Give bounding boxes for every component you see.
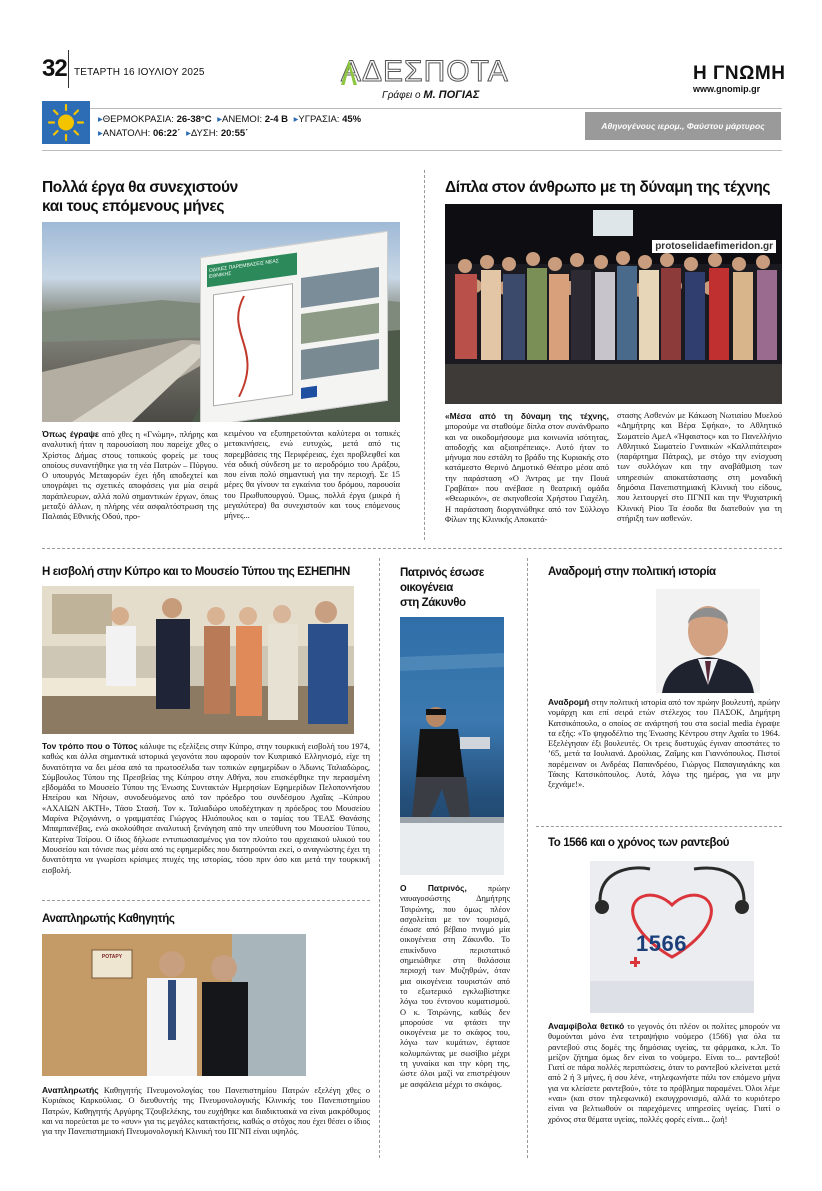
section-title-text: ΑΔΕΣΠΟΤΑ bbox=[341, 55, 509, 88]
page-number: 32 bbox=[42, 55, 67, 82]
byline bbox=[382, 89, 479, 101]
article1-lead: Όπως έγραψε bbox=[42, 429, 99, 439]
article2-col1 bbox=[445, 411, 609, 525]
article7-text: το γεγονός ότι πλέον οι πολίτες μπορούν να θυμούνται μόνο ένα τετραψήφιο νούμερο (1566) για όλα τα ραντεβού στις δομές της δημόσιας υγείας, τα φάρμακα, κ.λπ. Το μείζον ζήτημα όμως δεν είναι το νούμερο. Είναι το... ραντεβού! Γιατί σε πάρα πολλές περιπτώσεις, όταν το ραντεβού κλείνεται μετά από 2 ή 3 μήνες, ή σου λένε, «τηλεφωνήστε πάλι τον επόμενο μήνα για να κλείσετε ραντεβού», τότε το πρόβλημα παραμένει. Όλοι λέμε «ναι» (και στον τηλεφωνικό) εκσυγχρονισμό, αλλά το κυριότερο είναι να βελτιωθούν οι παρεχόμενες υπηρεσίες υγείας. Γιατί ο χρόνος στα θέματα υγείας, πολλές φορές είναι... ζωή! bbox=[548, 1022, 780, 1124]
article6-title: Αναδρομή στην πολιτική ιστορία bbox=[548, 566, 716, 578]
page-date: ΤΕΤΑΡΤΗ 16 ΙΟΥΛΙΟΥ 2025 bbox=[74, 67, 205, 78]
article2-title: Δίπλα στον άνθρωπο με τη δύναμη της τέχνης bbox=[445, 179, 771, 196]
eu-flag-icon bbox=[301, 386, 317, 399]
article4-title: Αναπληρωτής Καθηγητής bbox=[42, 913, 175, 925]
group-photo-scene bbox=[445, 204, 782, 404]
paper-url: www.gnomip.gr bbox=[693, 84, 761, 94]
column-rule-top bbox=[424, 170, 425, 540]
article4-body bbox=[42, 1085, 370, 1137]
humidity-value: 45% bbox=[342, 114, 362, 125]
byline-prefix: Γράφει ο bbox=[382, 90, 421, 101]
article1-photo bbox=[42, 222, 400, 422]
article1-col2: κειμένου να εξυπηρετούνται καλύτερα οι τοπικές μετακινήσεις, ενώ ευτυχώς, μετά από τις παρεμβάσεις της Περιφέρειας, έχει προβλεφθεί και νέα οδική σύνδεση με το αεροδρόμιο του Αράξου, που είναι πολύ σημαντική για την περιοχή. Σε 15 μέρες θα γίνουν τα εγκαίνια του δρόμου, παρουσία του Πρωθυπουργού. Όμως, πολλά έργα (μικρά ή μεγαλύτερα) θα συνεχιστούν και τους επόμενους μήνες... bbox=[224, 429, 400, 521]
article5-title bbox=[400, 566, 510, 611]
article3-text: κάλυψε τις εξελίξεις στην Κύπρο, στην τουρκική εισβολή του 1974, καθώς και άλλα σημαντικά ιστορικά γεγονότα που αφορούν τον Κυπριακό Ελληνισμό, είχε τη δυνατότητα να δει μέσα από τα πρωτοσέλιδα των τοπικών εφημερίδων ο Άδωνις Ταλιαδώρος, Σύμβουλος Τύπου της Πρεσβείας της Κύπρου στην Αθήνα, που επισκέφθηκε την περασμένη εβδομάδα το Μουσείο Τύπου της Ένωσης Συντακτών Ημερησίων Εφημερίδων Πελοποννήσου Ηπείρου και Νήσων, συνοδευόμενος από τον πρόεδρο του συνδέσμου Αχαΐας –Κύπρου «ΑΧΑΙΩΝ ΑΚΤΗ», Τάσο Στασή. Τον κ. Ταλιαδώρο υποδέχτηκαν η πρόεδρος του Μουσείου Μαρίνα Ριζογιάννη, ο γραμματέας Γιώργος Ηλιόπουλος και ο ταμίας του ΤΕΑΣ Θανάσης Μπαμπανέβας, ενώ ακολούθησε αναλυτική ξενάγηση από την υπεύθυνη του Μουσείου Τύπου, Κατερίνα Τσίρου. Ο ίδιος δήλωσε εντυπωσιασμένος για τον πλούτο του αρχειακού υλικού του Μουσείου και τόνισε πως μέσα από τις εφημερίδες που διατηρούνται εκεί, ο αναγνώστης έχει τη δυνατότητα να γνωρίσει κρίσιμες πτυχές της ιστορίας, τόσο πριν όσο και μετά την τουρκική εισβολή. bbox=[42, 742, 370, 875]
boat-scene bbox=[400, 617, 504, 875]
article4-photo bbox=[42, 934, 306, 1076]
article3-photo bbox=[42, 586, 354, 734]
board-text: ΟΔΙΚΕΣ ΠΑΡΕΜΒΑΣΕΙΣ ΝΕΑΣ ΕΘΝΙΚΗΣ bbox=[209, 258, 279, 280]
byline-name: Μ. ΠΟΓΙΑΣ bbox=[423, 89, 480, 101]
article1-title bbox=[42, 178, 402, 216]
article6-text: στην πολιτική ιστορία από τον πρώην βουλευτή, πρώην νομάρχη και επί σειρά ετών στέλεχος του ΠΑΣΟΚ, Δημήτρη Κατσικόπουλο, ο οποίος σε ανάρτησή του στα social media έγραψε τα εξής: «Το ψηφοδέλτιο της Ένωσης Κέντρου στην Αχαΐα το 1964. Εξελέγησαν έξι βουλευτές. Οι τρεις δυστυχώς έγιναν αποστάτες το ’65, μετά τα Ιουλιανά. Δρούλιας, Ζαΐμης και Γιαννόπουλος. Πιστοί παρέμειναν οι Ανδρέας Παπανδρέου, Γιώργος Παπαγιαγιάκης και Τάκης Κατσικόπουλος. Αυτά, λόγω της ημέρας, για να μην ξεχνάμε!». bbox=[548, 698, 781, 790]
weather-bottom-line bbox=[42, 150, 782, 151]
article5-lead: Ο Πατρινός, bbox=[400, 883, 467, 893]
article1-title-line2: και τους επόμενους μήνες bbox=[42, 198, 225, 215]
plaque-text: ΡΟΤΑΡΥ bbox=[101, 954, 123, 960]
article2-col1-text: μπορούμε να σταθούμε δίπλα στον συνάνθρωπο και να οικοδομήσουμε μια κοινωνία ισότητας, αποδοχής και αξιοπρέπειας». Αυτό ήταν το μήνυμα που εστάλη το βράδυ της Κυριακής στο κατάμεστο Θερινό Δημοτικό Θέατρο μέσα από την παράσταση «Ο Άντρας με την Πουά Γραβάτα» που ανέβασε η θεατρική ομάδα «Θεωρικόν», σε σκηνοθεσία Χρήστου Γιαχέλη. Η παράσταση διοργανώθηκε από τον Σύλλογο Φίλων της Κλινικής Αποκατά- bbox=[445, 422, 609, 524]
article1-col1-text: από χθες η «Γνώμη», πλήρης και αναλυτική ήταν η παρουσίαση που παρείχε χθες ο Χρίστος Δήμας στους τοπικούς φορείς με τους οποίους συναντήθηκε για τη νέα Πατρών – Πύργου. Ο υπουργός Μεταφορών έχει ήδη αποδεχτεί και υπογράψει τις σχετικές αποφάσεις για μία σειρά παράπλευρων, αλλά πολύ σημαντικών έργων, όπως μεταξύ άλλων, η πλήρης νέα ασφαλτόστρωση της Παλαιάς Εθνικής Οδού, προ- bbox=[42, 430, 219, 522]
sunset-value: 20:55΄ bbox=[220, 128, 249, 139]
temp-value: 26-38°C bbox=[176, 114, 212, 125]
section-title bbox=[341, 57, 509, 87]
article5-body bbox=[400, 883, 510, 1090]
article3-title: Η εισβολή στην Κύπρο και το Μουσείο Τύπου της ΕΣΗΕΠΗΝ bbox=[42, 566, 350, 578]
board-photo-1 bbox=[301, 267, 379, 308]
cross-icon bbox=[630, 957, 640, 967]
article2-lead: «Μέσα από τη δύναμη της τέχνης, bbox=[445, 411, 609, 421]
article5-title-line2: οικογένεια bbox=[400, 582, 453, 594]
office-scene bbox=[42, 934, 306, 1076]
article3-body bbox=[42, 741, 370, 876]
article3-lead: Τον τρόπο που ο Τύπος bbox=[42, 741, 138, 751]
board-photo-3 bbox=[301, 339, 379, 380]
museum-scene bbox=[42, 586, 354, 734]
wind-label: ΑΝΕΜΟΙ: bbox=[221, 114, 263, 125]
project-board bbox=[200, 231, 388, 422]
article5-title-line1: Πατρινός έσωσε bbox=[400, 567, 484, 579]
article2-photo bbox=[445, 204, 782, 404]
weather-row-2: ▸ΑΝΑΤΟΛΗ: 06:22΄ ▸ΔΥΣΗ: 20:55΄ bbox=[98, 128, 249, 139]
article7-photo bbox=[590, 861, 754, 1013]
article1-col1 bbox=[42, 429, 218, 523]
article4-lead: Αναπληρωτής bbox=[42, 1085, 99, 1095]
article5-photo bbox=[400, 617, 504, 875]
poster-number: 1566 bbox=[636, 931, 687, 956]
sunrise-value: 06:22΄ bbox=[152, 128, 181, 139]
article7-title: Το 1566 και ο χρόνος των ραντεβού bbox=[548, 837, 730, 849]
article2-col2: στασης Ασθενών με Κάκωση Νωτιαίου Μυελού «Δημήτρης και Βέρα Σφήκα», το Αθλητικό Σωματείο ΑμεΑ «Ήφαιστος» και το Πανελλήνιο Αθλητικό Σωματείο Γυναικών «Καλλιπάτειρα» (παράρτημα Πάτρας), με στόχο την ενίσχυση των συλλόγων και την αναβάθμιση των υπηρεσιών αποκατάστασης στη μοναδική δημόσια Πανεπιστημιακή Κλινική του είδους, που λειτουργεί στο ΠΓΝΠ και την Ψυχιατρική Κλινική Ρίου Τα έσοδα θα διατεθούν για τη στήριξη των ασθενών. bbox=[617, 411, 782, 523]
weather-row-1: ▸ΘΕΡΜΟΚΡΑΣΙΑ: 26-38°C ▸ΑΝΕΜΟΙ: 2-4 B ▸ΥΓΡΑΣΙΑ: 45% bbox=[98, 114, 362, 125]
humidity-label: ΥΓΡΑΣΙΑ: bbox=[298, 114, 340, 125]
temp-label: ΘΕΡΜΟΚΡΑΣΙΑ: bbox=[102, 114, 174, 125]
sun-icon bbox=[42, 101, 90, 144]
weather-icon-box bbox=[42, 101, 90, 144]
article6-lead: Αναδρομή bbox=[548, 697, 590, 707]
board-map bbox=[213, 283, 293, 406]
plaque bbox=[94, 954, 130, 974]
saints-of-day bbox=[585, 112, 781, 140]
article5-title-line3: στη Ζάκυνθο bbox=[400, 597, 466, 609]
article7-lead: Αναμφίβολα θετικό bbox=[548, 1021, 625, 1031]
weather-bar-line bbox=[42, 108, 782, 109]
row-rule bbox=[42, 548, 782, 549]
sunrise-label: ΑΝΑΤΟΛΗ: bbox=[102, 128, 151, 139]
column-rule-right bbox=[527, 558, 528, 1158]
article1-title-line1: Πολλά έργα θα συνεχιστούν bbox=[42, 179, 238, 196]
inner-rule-left bbox=[42, 900, 370, 901]
header-divider bbox=[68, 50, 69, 88]
article5-text: πρώην ναυαγοσώστης Δημήτρης Τσιρώνης, που όμως πλέον ασχολείται με τον τουρισμό, έσωσε από βέβαιο πνιγμό μία οικογένεια στη Ζάκυνθο. Το επικίνδυνο περιστατικό σημειώθηκε στη θαλάσσια περιοχή των Μυζηθρών, όταν μια οικογένεια τουριστών από το εξωτερικό εγκλωβίστηκε λόγω του έντονου κυματισμού. Ο κ. Τσιρώνης, καθώς δεν μπορούσε να φτάσει την οικογένεια με το σκάφος του, λόγω των κυμάτων, έφτασε κολυμπώντας με σωσίβιο μέχρι τη γυναίκα και την κόρη της, ώστε όλοι μαζί να επιστρέψουν με ασφάλεια μέχρι το σκάφος. bbox=[400, 884, 510, 1089]
portrait-scene bbox=[656, 589, 760, 693]
inner-rule-right bbox=[536, 826, 782, 827]
board-photo-2 bbox=[301, 303, 379, 344]
saints-text: Αθηνογένους ιερομ., Φαύστου μάρτυρος bbox=[601, 121, 765, 131]
article7-body bbox=[548, 1021, 780, 1125]
column-rule-left bbox=[379, 558, 380, 1158]
article4-text: Καθηγητής Πνευμονολογίας του Πανεπιστημίου Πατρών εξελέγη χθες ο Κυριάκος Καρκούλιας. Ο διευθυντής της Πνευμονολογικής Κλινικής του Πανεπιστημίου Πατρών, Καθηγητής Αργύρης Τζουβελέκης, του ευχήθηκε και διαδικτυακά να είναι μακρόθυμος και να πορεύεται με το «συν» για τις μεγάλες κατακτήσεις, καθώς ο στόχος που έχει θέσει ο ίδιος για την Πανεπιστημιακή Πνευμονολογική Κλινική του ΠΓΝΠ είναι υψηλός. bbox=[42, 1086, 371, 1137]
paper-logo: Η ΓΝΩΜΗ bbox=[693, 63, 786, 84]
wind-value: 2-4 B bbox=[264, 114, 288, 125]
sunset-label: ΔΥΣΗ: bbox=[190, 128, 219, 139]
article6-photo bbox=[656, 589, 760, 693]
watermark: protoselidaefimeridon.gr bbox=[652, 240, 776, 253]
article6-body bbox=[548, 697, 780, 791]
